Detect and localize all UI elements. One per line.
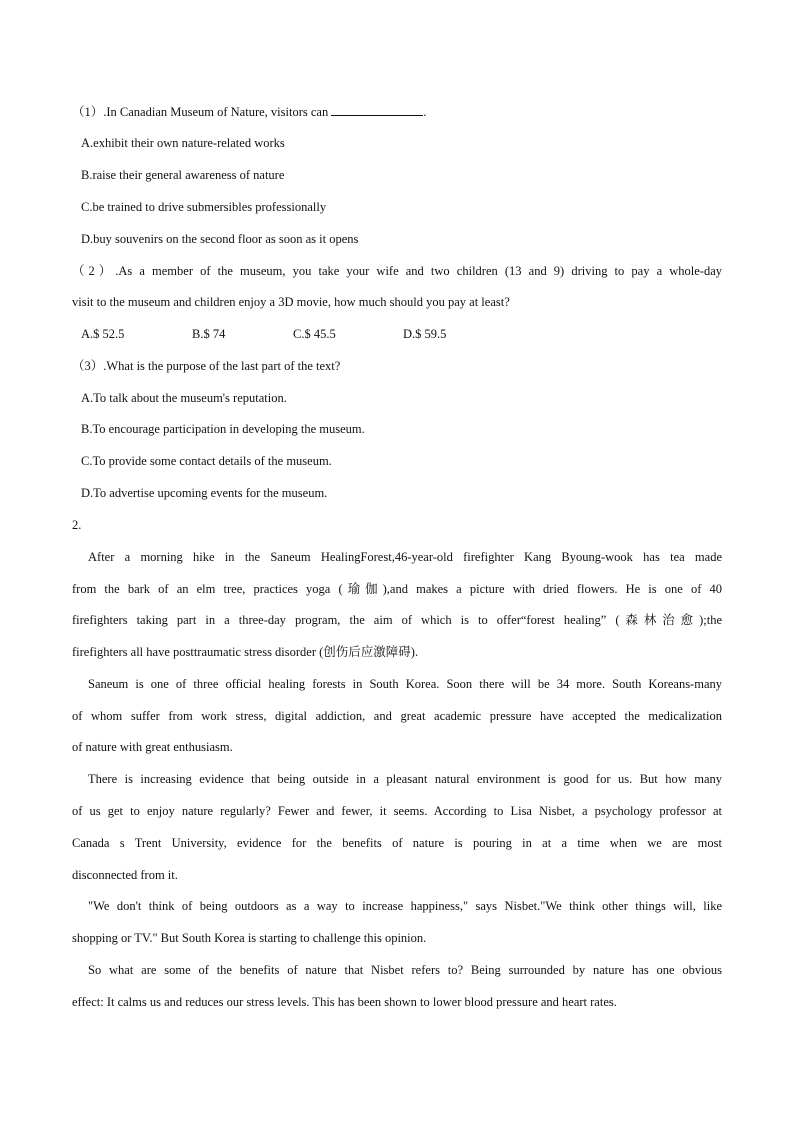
question-3-option-c: C.To provide some contact details of the museum. — [81, 454, 332, 468]
question-1-option-a: A.exhibit their own nature-related works — [81, 136, 285, 150]
passage-line: from the bark of an elm tree, practices yoga (瑜伽),and makes a picture with dried flowers. He is one of 40 — [72, 582, 722, 596]
question-2-option-c: C.$ 45.5 — [293, 327, 336, 341]
answer-blank — [331, 104, 423, 116]
passage-line: of whom suffer from work stress, digital addiction, and great academic pressure have accepted the medicalization — [72, 709, 722, 723]
question-1-option-c: C.be trained to drive submersibles professionally — [81, 200, 327, 214]
question-3-option-b: B.To encourage participation in developing the museum. — [81, 422, 365, 436]
question-1-option-b: B.raise their general awareness of nature — [81, 168, 285, 182]
passage-line: After a morning hike in the Saneum HealingForest,46-year-old firefighter Kang Byoung-wook has tea made — [88, 550, 722, 564]
passage-line: firefighters taking part in a three-day program, the aim of which is to offer“forest healing” (森林治愈);the — [72, 613, 722, 627]
section-2-number: 2. — [72, 518, 82, 532]
question-2-stem-line-1: （2）.As a member of the museum, you take your wife and two children (13 and 9) driving to pay a whole-day — [72, 264, 722, 278]
question-1-option-d: D.buy souvenirs on the second floor as soon as it opens — [81, 232, 359, 246]
passage-line: firefighters all have posttraumatic stress disorder (创伤后应激障碍). — [72, 645, 419, 659]
question-1-end: . — [423, 105, 427, 119]
passage-line: There is increasing evidence that being outside in a pleasant natural environment is good for us. But how many — [88, 772, 722, 786]
question-2-stem-line-2: visit to the museum and children enjoy a 3D movie, how much should you pay at least? — [72, 295, 510, 309]
question-1-stem — [72, 104, 722, 120]
question-2-option-b: B.$ 74 — [192, 327, 226, 341]
question-2-options — [81, 326, 731, 342]
passage-line: effect: It calms us and reduces our stress levels. This has been shown to lower blood pressure and heart rates. — [72, 995, 617, 1009]
passage-line: shopping or TV." But South Korea is starting to challenge this opinion. — [72, 931, 427, 945]
passage-line: of us get to enjoy nature regularly? Fewer and fewer, it seems. According to Lisa Nisbet, a psychology professor at — [72, 804, 722, 818]
question-3-option-d: D.To advertise upcoming events for the museum. — [81, 486, 328, 500]
passage-line: Canada s Trent University, evidence for the benefits of nature is pouring in at a time when we are most — [72, 836, 722, 850]
question-1-text: （1）.In Canadian Museum of Nature, visitors can — [72, 105, 329, 119]
question-2-option-d: D.$ 59.5 — [403, 327, 447, 341]
question-3-option-a: A.To talk about the museum's reputation. — [81, 391, 287, 405]
passage-line: "We don't think of being outdoors as a way to increase happiness," says Nisbet."We think other things will, like — [88, 899, 722, 913]
passage-line: disconnected from it. — [72, 868, 178, 882]
question-3-stem: （3）.What is the purpose of the last part of the text? — [72, 359, 341, 373]
passage-line: of nature with great enthusiasm. — [72, 740, 233, 754]
passage-line: So what are some of the benefits of nature that Nisbet refers to? Being surrounded by nature has one obvious — [88, 963, 722, 977]
question-2-option-a: A.$ 52.5 — [81, 327, 125, 341]
passage-line: Saneum is one of three official healing forests in South Korea. Soon there will be 34 more. South Koreans-many — [88, 677, 722, 691]
